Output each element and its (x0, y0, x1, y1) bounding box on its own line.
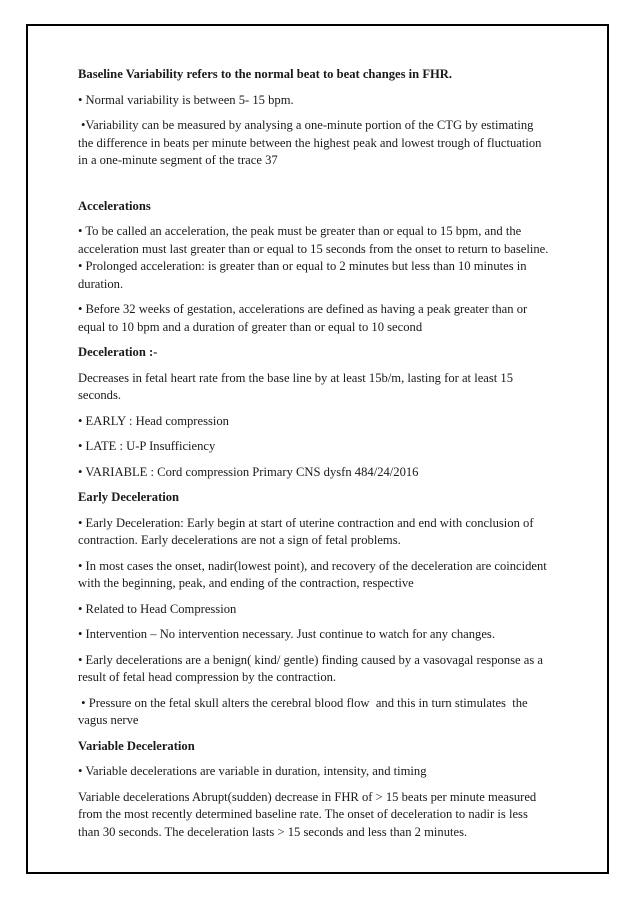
deceleration-definition-line2: seconds. (78, 388, 122, 402)
deceleration-heading: Deceleration :- (78, 345, 158, 359)
accelerations-heading: Accelerations (78, 198, 151, 213)
baseline-variability-heading: Baseline Variability refers to the normal beat to beat changes in FHR. (78, 67, 453, 81)
baseline-measure-line3: in a one-minute segment of the trace 37 (78, 153, 278, 167)
early-deceleration-def-line1: • Early Deceleration: Early begin at start of uterine contraction and end with conclusion of (78, 515, 534, 530)
early-deceleration-pressure-line2: vagus nerve (78, 713, 139, 727)
variable-deceleration-variable: • Variable decelerations are variable in duration, intensity, and timing (78, 764, 427, 778)
variable-deceleration-def-line2: from the most recently determined baseline rate. The onset of deceleration to nadir is less (78, 807, 528, 821)
variable-deceleration-def-line3: than 30 seconds. The deceleration lasts > 15 seconds and less than 2 minutes. (78, 824, 468, 839)
baseline-measure-line2: the difference in beats per minute between the highest peak and lowest trough of fluctuation (78, 135, 542, 150)
early-deceleration-related: • Related to Head Compression (78, 601, 237, 616)
variable-deceleration-def-line1: Variable decelerations Abrupt(sudden) decrease in FHR of > 15 beats per minute measured (78, 789, 537, 804)
early-deceleration-benign-line1: • Early decelerations are a benign( kind/ gentle) finding caused by a vasovagal response as a (78, 652, 543, 667)
deceleration-early: • EARLY : Head compression (78, 413, 229, 428)
early-deceleration-benign-line2: result of fetal head compression by the contraction. (78, 670, 337, 684)
deceleration-variable: • VARIABLE : Cord compression Primary CNS dysfn 484/24/2016 (78, 464, 419, 479)
accelerations-definition-line2: acceleration must last greater than or equal to 15 seconds from the onset to return to baseline. (78, 241, 549, 256)
accelerations-preterm-line1: • Before 32 weeks of gestation, accelerations are defined as having a peak greater than or (78, 302, 528, 316)
early-deceleration-onset-line1: • In most cases the onset, nadir(lowest point), and recovery of the deceleration are coincident (78, 558, 547, 573)
variable-deceleration-heading: Variable Deceleration (78, 738, 195, 753)
accelerations-preterm-line2: equal to 10 bpm and a duration of greater than or equal to 10 second (78, 319, 423, 334)
early-deceleration-pressure-line1: • Pressure on the fetal skull alters the cerebral blood flow and this in turn stimulates the (78, 695, 528, 710)
deceleration-late: • LATE : U-P Insufficiency (78, 439, 216, 453)
document-body (78, 66, 568, 841)
baseline-measure-line1: •Variability can be measured by analysing a one-minute portion of the CTG by estimating (81, 118, 534, 132)
baseline-normal-variability: • Normal variability is between 5- 15 bpm. (78, 92, 294, 107)
early-deceleration-onset-line2: with the beginning, peak, and ending of the contraction, respective (78, 576, 414, 590)
early-deceleration-def-line2: contraction. Early decelerations are not a sign of fetal problems. (78, 533, 401, 547)
accelerations-prolonged-line1: • Prolonged acceleration: is greater than or equal to 2 minutes but less than 10 minutes in (78, 259, 527, 273)
accelerations-prolonged-line2: duration. (78, 276, 124, 291)
deceleration-definition-line1: Decreases in fetal heart rate from the base line by at least 15b/m, lasting for at least 15 (78, 370, 514, 385)
early-deceleration-heading: Early Deceleration (78, 490, 180, 504)
accelerations-definition-line1: • To be called an acceleration, the peak must be greater than or equal to 15 bpm, and the (78, 224, 522, 238)
early-deceleration-intervention: • Intervention – No intervention necessary. Just continue to watch for any changes. (78, 627, 495, 641)
